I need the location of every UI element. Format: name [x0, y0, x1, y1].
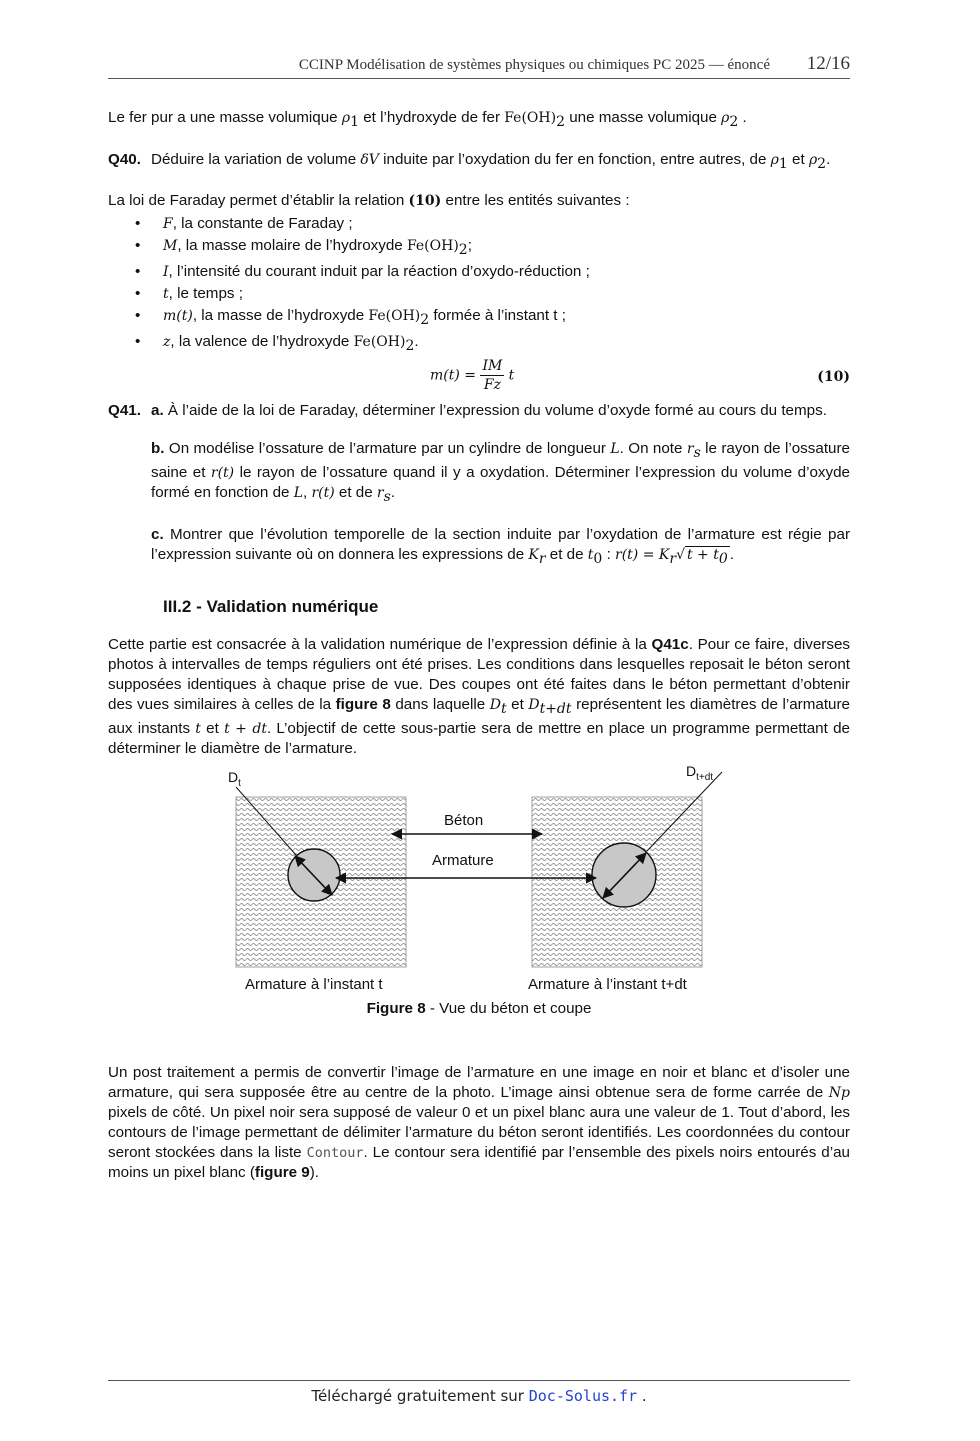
equation-lhs: m(t) =: [430, 367, 481, 384]
q41b-text: On modélise l’ossature de l’armature par un cylindre de longueur: [164, 440, 611, 458]
header-title: CCINP Modélisation de systèmes physiques ou chimiques PC 2025 — énoncé: [298, 57, 770, 73]
list-item-text: .: [414, 333, 419, 351]
math-rt: r(t): [311, 485, 335, 502]
math-mt: m(t): [163, 308, 193, 325]
math-t: t: [587, 547, 594, 564]
intro-text: Le fer pur a une masse volumique: [108, 109, 342, 126]
q40-text: induite par l’oxydation du fer en fonction, entre autres, de: [378, 151, 771, 169]
math-rt: r(t): [210, 465, 235, 482]
equation-denominator: Fz: [483, 377, 501, 394]
equation-numerator: IM: [482, 358, 503, 375]
math-D: D: [489, 697, 501, 714]
math-sub: 2: [556, 114, 565, 131]
list-item: [163, 283, 850, 305]
label-D: D: [686, 763, 697, 780]
math-r: r: [376, 485, 384, 502]
list-item: [163, 305, 850, 331]
label-beton: Béton: [444, 812, 484, 830]
math-sub: 1: [350, 114, 360, 131]
q41b-text: ,: [302, 484, 312, 502]
math-I: I: [163, 264, 169, 281]
intro-text: une masse volumique: [564, 109, 722, 126]
q40-text: .: [826, 151, 831, 169]
list-item: [163, 261, 850, 283]
math-z: z: [163, 334, 171, 351]
validation-ref: figure 8: [335, 696, 391, 714]
list-item-text: , la masse molaire de l’hydroxyde: [177, 237, 407, 255]
q41-part-a: [151, 401, 850, 421]
math-feoh: Fe(OH): [504, 110, 557, 126]
math-sub: 0: [593, 551, 603, 568]
caption-label: Figure 8: [366, 1000, 426, 1018]
math-feoh: Fe(OH): [406, 238, 459, 255]
math-sub: 2: [817, 156, 827, 173]
math-sub: t+dt: [539, 701, 572, 718]
math-deltaV: δV: [360, 152, 379, 169]
footer-text: [108, 1387, 850, 1405]
math-sub: 1: [778, 156, 788, 173]
q41b-text: . On note: [619, 440, 687, 458]
math-sub: t: [500, 701, 507, 718]
intro-text: et l’hydroxyde de fer: [359, 109, 505, 126]
math-sub: 2: [458, 242, 468, 259]
list-item-text: , l’intensité du courant induit par la réaction d’oxydo-réduction ;: [168, 263, 590, 281]
footer-end: .: [637, 1387, 647, 1405]
label-Dt: [228, 767, 241, 794]
math-F: F: [163, 216, 173, 233]
validation-text: représentent les diamètres de l’armature aux instants: [108, 696, 851, 738]
footer-label: Téléchargé gratuitement sur: [311, 1387, 529, 1405]
code-contour: Contour: [306, 1145, 364, 1162]
math-sub: 2: [729, 114, 739, 131]
q41b-text: le rayon de l’ossature saine et: [151, 440, 850, 482]
list-item-text: , la masse de l’hydroxyde: [192, 307, 369, 325]
q41b-text: .: [390, 484, 396, 502]
equation-fraction: [480, 357, 504, 394]
label-Dt-dt: [686, 761, 713, 788]
math-D: D: [528, 697, 540, 714]
subquestion-label: a.: [151, 402, 164, 420]
q41a-text: À l’aide de la loi de Faraday, déterminer l’expression du volume d’oxyde formé au cours du temps.: [163, 402, 827, 420]
question-label: Q40.: [108, 151, 141, 169]
question-q40: [108, 150, 850, 174]
validation-text: . L’objectif de cette sous-partie sera de mettre en place un programme permettant de déterminer le diamètre de l’armature.: [108, 720, 850, 758]
math-sub: r: [669, 551, 677, 568]
list-item-text: formée à l’instant t ;: [429, 307, 566, 325]
label-sub: t: [238, 778, 241, 790]
q41-part-c: c. Montrer que l’évolution temporelle de la section induite par l’oxydation de l’armature est régie par l’expression suivante où on donnera les expressions de $K_r$ et de $t_0$ : $r(t) = K_r√$ $t + t_0$ .: [151, 526, 850, 568]
formula-lhs: r(t) = K: [615, 547, 670, 564]
caption-left: Armature à l’instant t: [245, 976, 383, 994]
post-text: ).: [309, 1164, 320, 1182]
post-text: . Le contour sera identifié par l’ensemble des pixels noirs entourés d’au moins un pixel blanc (: [108, 1144, 850, 1182]
page-number: 12/16: [806, 53, 850, 74]
list-item-text: , le temps ;: [168, 285, 243, 303]
math-rho: ρ: [341, 110, 351, 126]
validation-ref: Q41c: [651, 636, 689, 654]
q41c-text: :: [602, 546, 616, 564]
page-header: [108, 52, 850, 79]
list-item-text: ;: [467, 237, 472, 255]
math-feoh: Fe(OH): [368, 308, 421, 325]
faraday-intro: [108, 191, 850, 211]
math-sub: r: [538, 551, 546, 568]
validation-text: Cette partie est consacrée à la validation numérique de l’expression définie à la: [108, 636, 652, 654]
validation-text: . Pour ce faire, diverses photos à intervalles de temps réguliers ont été prises. Les conditions dans lesquelles reposait le béton seront supposées identiques à chaque prise de vue. Des coupes ont été faites dans le béton permettant d’obtenir des vues similaires à celles de la: [108, 636, 850, 714]
section-title: III.2 - Validation numérique: [163, 597, 379, 617]
page-footer: [108, 1380, 850, 1405]
validation-text: et: [200, 720, 225, 738]
question-body: [151, 401, 850, 569]
math-sub: 0: [718, 551, 728, 568]
intro-text: .: [738, 109, 747, 126]
validation-paragraph: [108, 635, 850, 759]
math-rho: ρ: [770, 152, 779, 169]
q41-part-b: [151, 439, 850, 507]
math-sub: 2: [420, 312, 430, 329]
q41b-text: le rayon de l’ossature quand il y a oxydation. Déterminer l’expression du volume d’oxyde formé en fonction de: [151, 464, 850, 502]
question-text: [151, 150, 850, 174]
page-content: [108, 108, 850, 1183]
formula-sqrt-text: t + t: [686, 547, 719, 564]
post-processing-paragraph: [108, 1063, 850, 1183]
equation-number: (10): [817, 369, 850, 386]
math-L: L: [610, 441, 620, 458]
math-rho: ρ: [721, 110, 730, 126]
entity-list: [108, 213, 850, 357]
math-sub: s: [383, 489, 391, 506]
caption-right: Armature à l’instant t+dt: [528, 976, 687, 994]
list-item-text: , la constante de Faraday ;: [172, 215, 353, 233]
math-rho: ρ: [808, 152, 818, 169]
equation-t: t: [508, 367, 515, 384]
math-r: r: [686, 441, 694, 458]
post-text: Un post traitement a permis de convertir l’image de l’armature en une image en noir et blanc et d’isoler une armature, qui sera supposée être au centre de la photo. L’image ainsi obtenue sera de forme carrée de: [108, 1064, 850, 1102]
q41b-text: et de: [334, 484, 377, 502]
math-L: L: [293, 485, 303, 502]
figure-ref: figure 9: [254, 1164, 310, 1182]
math-t: t: [195, 721, 201, 738]
question-label: Q41.: [108, 402, 141, 420]
formula-sqrt: [685, 546, 730, 568]
subquestion-label: c.: [151, 526, 164, 544]
validation-text: dans laquelle: [390, 696, 490, 714]
post-text: pixels de côté. Un pixel noir sera supposé de valeur 0 et un pixel blanc aura une valeur de 1. Tout d’abord, les contours de l’image permettant de délimiter l’armature du béton seront identifiés. Les coordonnées du contour seront stockées dans la liste: [108, 1104, 850, 1162]
validation-text: et: [506, 696, 529, 714]
math-Np: Np: [828, 1085, 850, 1102]
figure-8-drawing: [108, 767, 850, 1018]
faraday-text: La loi de Faraday permet d’établir la relation: [108, 192, 409, 210]
q41c-text: Montrer que l’évolution temporelle de la section induite par l’oxydation de l’armature est régie par l’expression suivante où on donnera les expressions de: [151, 526, 850, 564]
q40-text: Déduire la variation de volume: [151, 151, 361, 169]
footer-link[interactable]: Doc-Solus.fr: [528, 1387, 638, 1405]
math-K: K: [528, 547, 539, 564]
q41c-text: et de: [545, 546, 588, 564]
figure-caption: [108, 999, 850, 1019]
equation-10: [108, 357, 850, 397]
q41c-text: .: [729, 546, 735, 564]
caption-text: - Vue du béton et coupe: [425, 1000, 592, 1018]
math-tdt: t + dt: [224, 721, 267, 738]
math-sub: s: [693, 445, 701, 462]
list-item-text: , la valence de l’hydroxyde: [170, 333, 354, 351]
faraday-text: entre les entités suivantes :: [441, 192, 630, 210]
q40-text: et: [787, 151, 809, 169]
label-sub: t+dt: [696, 772, 714, 784]
math-sub: 2: [405, 338, 415, 355]
equation-ref: (10): [408, 193, 442, 210]
label-armature: Armature: [432, 852, 494, 870]
list-item: [163, 331, 850, 357]
subquestion-label: b.: [151, 440, 165, 458]
math-feoh: Fe(OH): [353, 334, 406, 351]
list-item: [163, 213, 850, 235]
intro-paragraph: [108, 108, 850, 132]
label-D: D: [228, 769, 239, 786]
math-t: t: [163, 286, 169, 303]
math-M: M: [163, 238, 178, 255]
figure-8: [108, 763, 850, 1037]
question-q41: [108, 401, 850, 569]
list-item: [163, 235, 850, 261]
